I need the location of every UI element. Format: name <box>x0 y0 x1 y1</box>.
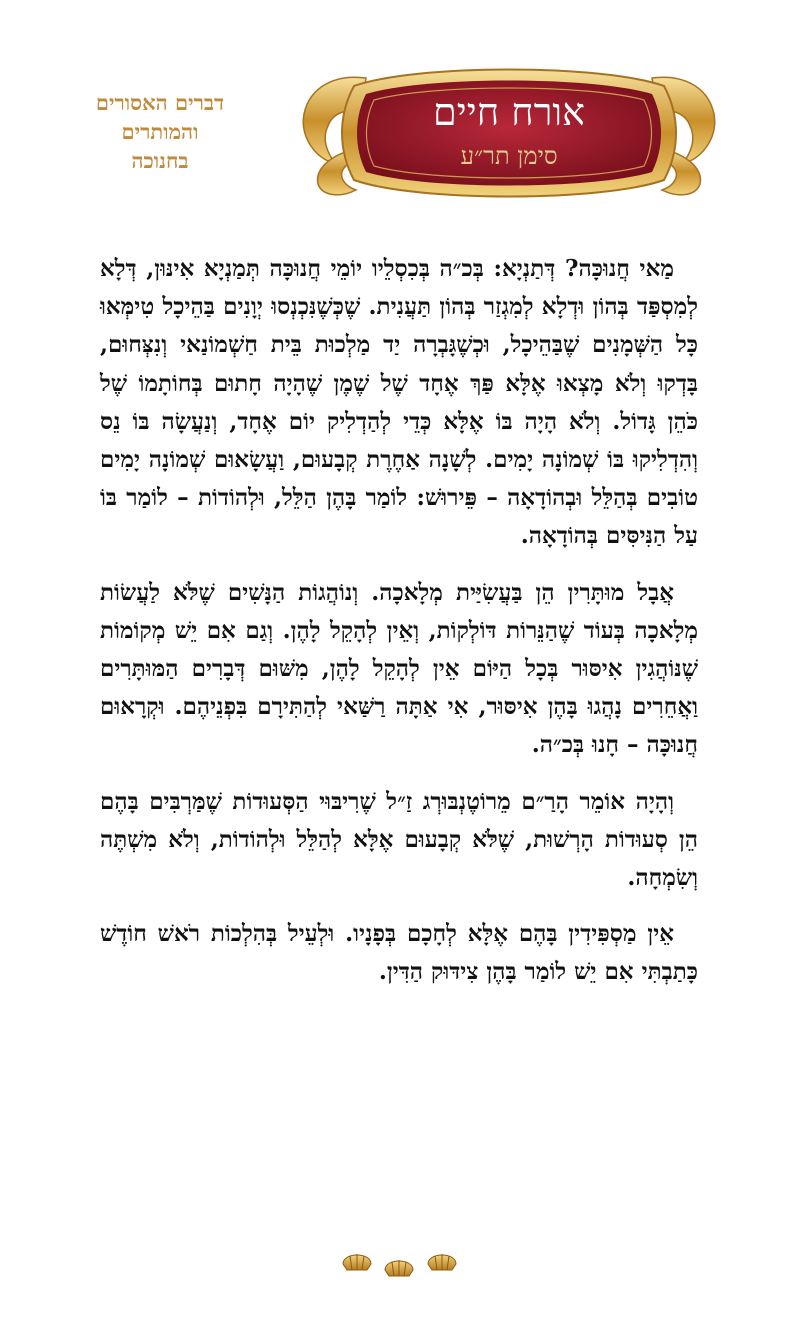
shell-icon <box>343 1254 371 1270</box>
paragraph: מַאי חֲנוּכָּה? דְּתַנְיָא: בְּכ״ה בְּכִסְלֵיו יוֹמֵי חֲנוּכָּה תְּמַנְיָא אִינּוּן, דְּלָא לְמִסְפַּד בְּהוֹן וּדְלָא לְמִגְזַר בְּהוֹן תַּעֲנִית. שֶׁכְּשֶׁנִּכְנְסוּ יְוָנִים בַּהֵיכָל טִימְּאוּ כָּל הַשְּׁמָנִים שֶׁבַּהֵיכָל, וּכְשֶׁגָּבְרָה יַד מַלְכוּת בֵּית חַשְׁמוֹנַאי וְנִצְּחוּם, בָּדְקוּ וְלֹא מָצְאוּ אֶלָּא פַּךְ אֶחָד שֶׁל שֶׁמֶן שֶׁהָיָה חָתוּם בְּחוֹתָמוֹ שֶׁל כֹּהֵן גָּדוֹל. וְלֹא הָיָה בּוֹ אֶלָּא כְּדֵי לְהַדְלִיק יוֹם אֶחָד, וְנַעֲשָׂה בּוֹ נֵס וְהִדְלִיקוּ בּוֹ שְׁמוֹנָה יָמִים. לְשָׁנָה אַחֶרֶת קְבָעוּם, וַעֲשָׂאוּם שְׁמוֹנָה יָמִים טוֹבִים בְּהַלֵּל וּבְהוֹדָאָה – פֵּירוּשׁ: לוֹמַר בָּהֶן הַלֵּל, וּלְהוֹדוֹת – לוֹמַר בּוֹ עַל הַנִּיסִּים בְּהוֹדָאָה. <box>100 255 698 550</box>
side-title-line-1: דברים האסורים <box>95 90 225 115</box>
shell-icon <box>428 1254 456 1270</box>
shell-icon <box>385 1260 413 1276</box>
paragraph: אֲבָל מוּתָּרִין הֵן בַּעֲשִׂיַּית מְלָאכָה. וְנוֹהֲגוֹת הַנָּשִׁים שֶׁלֹּא לַעֲשׂוֹת מְלָאכָה בְּעוֹד שֶׁהַנֵּרוֹת דּוֹלְקוֹת, וְאֵין לְהָקֵל לָהֶן. וְגַם אִם יֵשׁ מְקוֹמוֹת שֶׁנּוֹהֲגִין אִיסּוּר בְּכָל הַיּוֹם אֵין לְהָקֵל לָהֶן, מִשּׁוּם דְּבָרִים הַמּוּתָּרִים וַאֲחֵרִים נָהֲגוּ בָּהֶן אִיסּוּר, אִי אַתָּה רַשַּׁאי לְהַתִּירָם בִּפְנֵיהֶם. וּקְרָאוּם חֲנוּכָּה – חָנוּ בְּכ״ה. <box>100 578 698 759</box>
banner <box>296 56 722 206</box>
paragraph: אֵין מַסְפִּידִין בָּהֶם אֶלָּא לְחָכָם בְּפָנָיו. וּלְעֵיל בְּהִלְכוֹת רֹאשׁ חוֹדֶשׁ כָּתַבְתִּי אִם יֵשׁ לוֹמַר בָּהֶן צִידּוּק הַדִּין. <box>100 920 698 986</box>
three-shells-icon <box>340 1242 460 1282</box>
body-text <box>100 250 698 1010</box>
paragraph: וְהָיָה אוֹמֵר הָרַ״ם מֵרוֹטֶנְבּוּרְג זַ״ל שֶׁרִיבּוּי הַסְּעוּדוֹת שֶׁמַּרְבִּים בָּהֶם הֵן סְעוּדוֹת הָרְשׁוּת, שֶׁלֹּא קְבָעוּם אֶלָּא לְהַלֵּל וּלְהוֹדוֹת, וְלֹא מִשְׁתֶּה וְשִׂמְחָה. <box>100 787 698 892</box>
side-title <box>60 88 260 175</box>
side-title-line-2: והמותרים <box>121 119 199 144</box>
side-title-line-3: בחנוכה <box>131 148 189 173</box>
banner-title: אורח חיים <box>433 90 585 134</box>
banner-subtitle: סימן תר״ע <box>460 142 558 170</box>
